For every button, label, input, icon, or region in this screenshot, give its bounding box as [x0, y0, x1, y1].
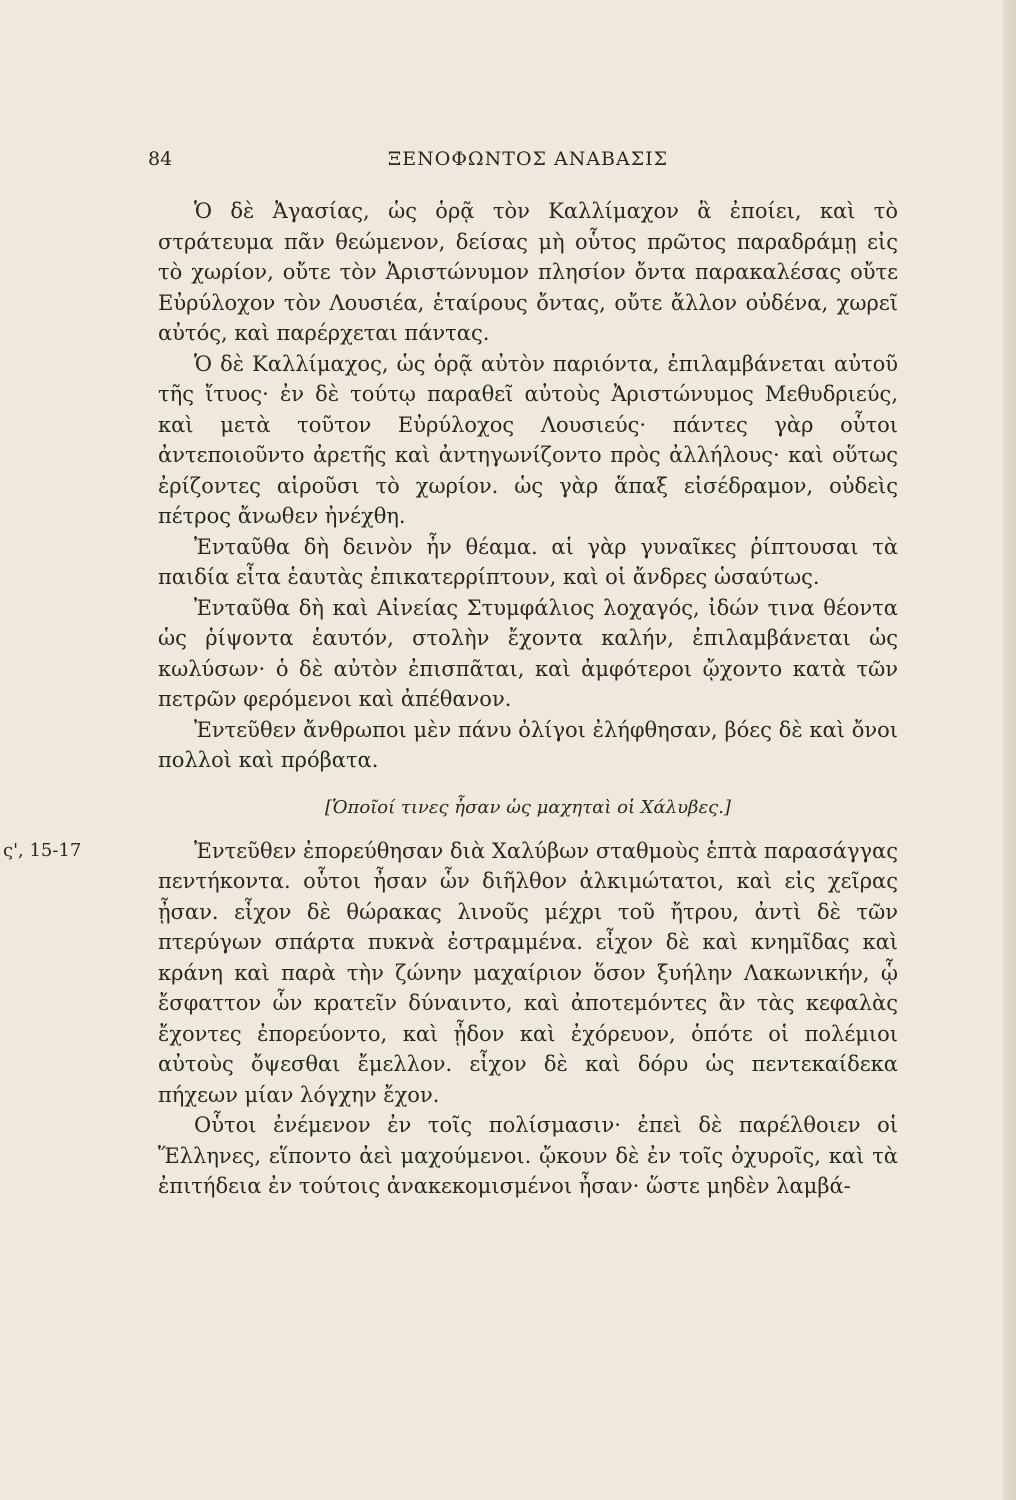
paragraph: Ἐντεῦθεν ἄνθρωποι μὲν πάνυ ὀλίγοι ἐλήφθησαν, βόες δὲ καὶ ὄνοι πολλοὶ καὶ πρόβατα.: [158, 717, 898, 772]
running-title: ΞΕΝΟΦΩΝΤΟΣ ΑΝΑΒΑΣΙΣ: [387, 148, 669, 170]
page-edge: [1002, 0, 1016, 1500]
page-number: 84: [148, 148, 173, 170]
paragraph: Ἐνταῦθα δὴ δεινὸν ἦν θέαμα. αἱ γὰρ γυναῖκες ῥίπτουσαι τὰ παιδία εἶτα ἑαυτὰς ἐπικατερρίπτουν, καὶ οἱ ἄνδρες ὡσαύτως.: [158, 534, 898, 589]
paragraph: Ἐντεῦθεν ἐπορεύθησαν διὰ Χαλύβων σταθμοὺς ἑπτὰ παρασάγγας πεντήκοντα. οὗτοι ἦσαν ὧν διῆλθον ἀλκιμώτατοι, καὶ εἰς χεῖρας ᾖσαν. εἶχον δὲ θώρακας λινοῦς μέχρι τοῦ ἤτρου, ἀντὶ δὲ τῶν πτερύγων σπάρτα πυκνὰ ἐστραμμένα. εἶχον δὲ καὶ κνημῖδας καὶ κράνη καὶ παρὰ τὴν ζώνην μαχαίριον ὅσον ξυήλην Λακωνικήν, ᾧ ἔσφαττον ὧν κρατεῖν δύναιντο, καὶ ἀποτεμόντες ἂν τὰς κεφαλὰς ἔχοντες ἐπορεύοντο, καὶ ᾖδον καὶ ἐχόρευον, ὁπότε οἱ πολέμιοι αὐτοὺς ὄψεσθαι ἔμελλον. εἶχον δὲ καὶ δόρυ ὡς πεντεκαίδεκα πήχεων μίαν λόγχην ἔχον.: [158, 838, 898, 1107]
paragraph: Ἐνταῦθα δὴ καὶ Αἰνείας Στυμφάλιος λοχαγός, ἰδών τινα θέοντα ὡς ῥίψοντα ἑαυτόν, στολὴν ἔχοντα καλήν, ἐπιλαμβάνεται ὡς κωλύσων· ὁ δὲ αὐτὸν ἐπισπᾶται, καὶ ἀμφότεροι ᾤχοντο κατὰ τῶν πετρῶν φερόμενοι καὶ ἀπέθανον.: [158, 595, 898, 711]
page-header: [148, 148, 908, 178]
paragraph: Οὗτοι ἐνέμενον ἐν τοῖς πολίσμασιν· ἐπεὶ δὲ παρέλθοιεν οἱ Ἕλληνες, εἵποντο ἀεὶ μαχούμενοι. ᾤκουν δὲ ἐν τοῖς ὀχυροῖς, καὶ τὰ ἐπιτήδεια ἐν τούτοις ἀνακεκομισμένοι ἦσαν· ὥστε μηδὲν λαμβά-: [158, 1113, 898, 1198]
section-block: [3, 836, 898, 1111]
paragraph: Ὁ δὲ Καλλίμαχος, ὡς ὁρᾷ αὐτὸν παριόντα, ἐπιλαμβάνεται αὐτοῦ τῆς ἴτυος· ἐν δὲ τούτῳ παραθεῖ αὐτοὺς Ἀριστώνυμος Μεθυδριεύς, καὶ μετὰ τοῦτον Εὐρύλοχος Λουσιεύς· πάντες γὰρ οὗτοι ἀντεποιοῦντο ἀρετῆς καὶ ἀντηγωνίζοντο πρὸς ἀλλήλους· καὶ οὕτως ἐρίζοντες αἱροῦσι τὸ χωρίον. ὡς γὰρ ἅπαξ εἰσέδραμον, οὐδεὶς πέτρος ἄνωθεν ἠνέχθη.: [158, 351, 898, 528]
section-subheading: [Ὁποῖοί τινες ἦσαν ὡς μαχηταὶ οἱ Χάλυβες.]: [325, 796, 731, 818]
paragraph: Ὁ δὲ Ἀγασίας, ὡς ὁρᾷ τὸν Καλλίμαχον ἃ ἐποίει, καὶ τὸ στράτευμα πᾶν θεώμενον, δείσας μὴ οὗτος πρῶτος παραδράμῃ εἰς τὸ χωρίον, οὔτε τὸν Ἀριστώνυμον πλησίον ὄντα παρακαλέσας οὔτε Εὐρύλοχον τὸν Λουσιέα, ἑταίρους ὄντας, οὔτε ἄλλον οὐδένα, χωρεῖ αὐτός, καὶ παρέρχεται πάντας.: [158, 199, 898, 345]
body-text: [3, 196, 898, 1202]
margin-reference: ς', 15-17: [3, 839, 82, 861]
